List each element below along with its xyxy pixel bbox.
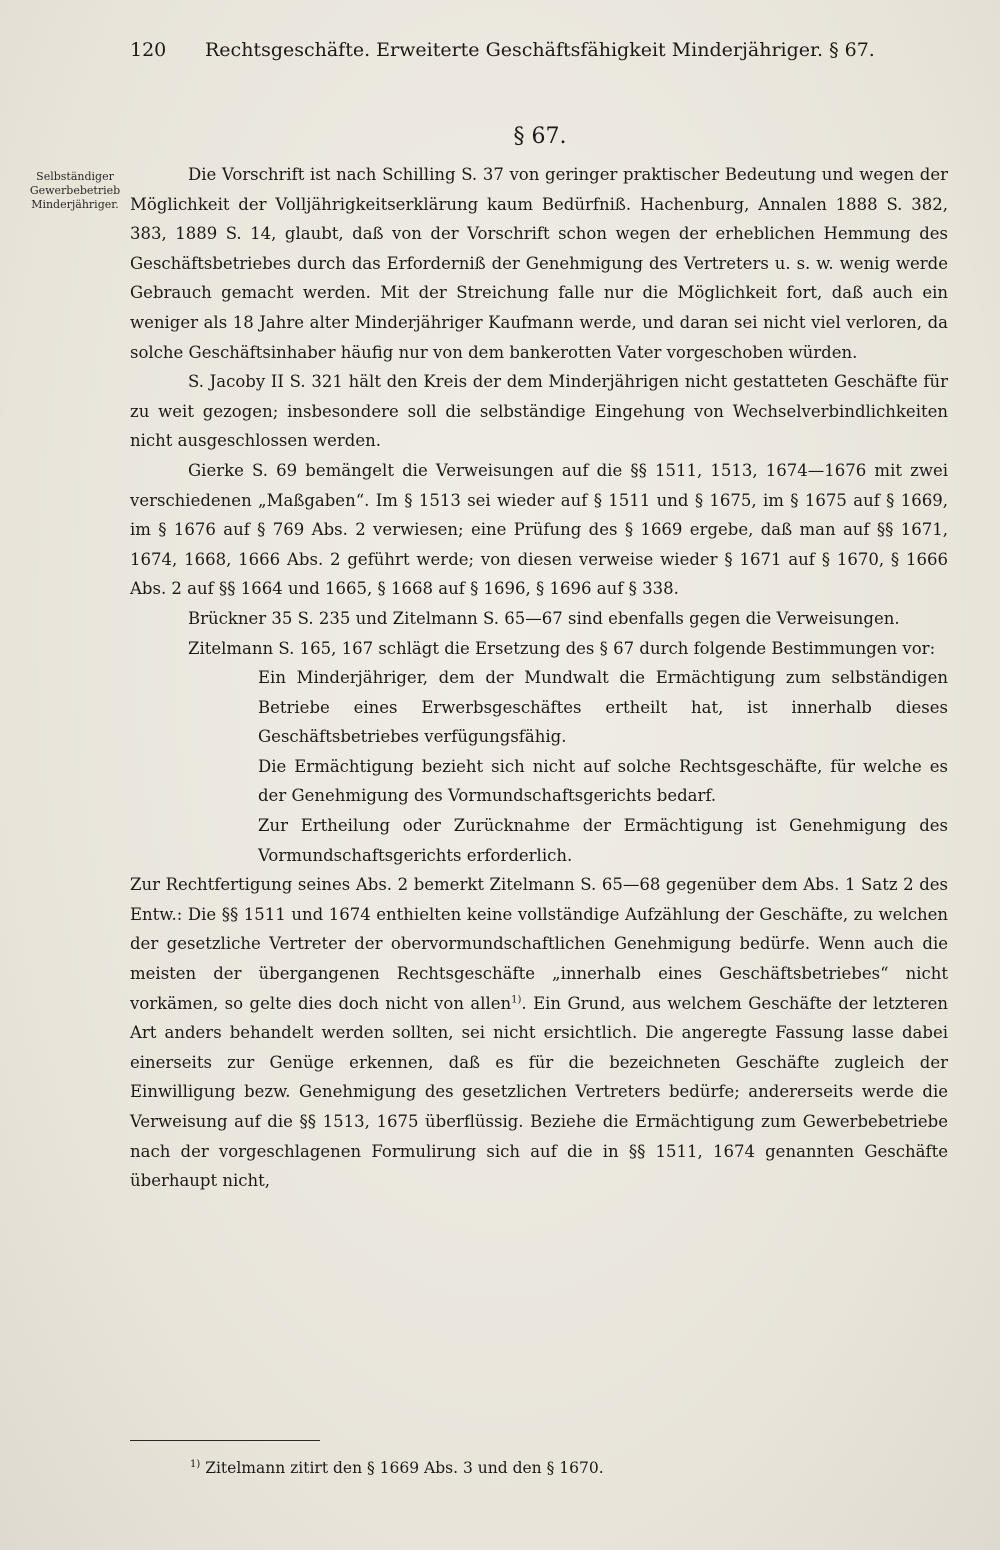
- page-number: 120: [130, 39, 167, 61]
- section-heading: § 67.: [513, 124, 567, 149]
- paragraph-4: Brückner 35 S. 235 und Zitelmann S. 65—67 sind ebenfalls gegen die Verweisungen.: [188, 608, 900, 628]
- paragraph-6: [130, 870, 948, 1196]
- footnote: [190, 1456, 890, 1480]
- proposed-provision-3: Zur Ertheilung oder Zurücknahme der Ermächtigung ist Genehmigung des Vormundschaftsgerichts erforderlich.: [258, 816, 948, 865]
- main-text: [130, 160, 948, 1196]
- running-title: Rechtsgeschäfte. Erweiterte Geschäftsfähigkeit Minderjähriger. § 67.: [205, 39, 875, 61]
- paragraph-6-text-b: . Ein Grund, aus welchem Geschäfte der letzteren Art anders behandelt werden sollten, sei nicht ersichtlich. Die angeregte Fassung lasse dabei einerseits zur Genüge erkennen, daß es für die bezeichneten Geschäfte zugleich der Einwilligung bezw. Genehmigung des gesetzlichen Vertreters bedürfe; andererseits werde die Verweisung auf die §§ 1513, 1675 überflüssig. Beziehe die Ermächtigung zum Gewerbebetriebe nach der vorgeschlagenen Formulirung sich auf die in §§ 1511, 1674 genannten Geschäfte überhaupt nicht,: [130, 993, 948, 1191]
- paragraph-5: Zitelmann S. 165, 167 schlägt die Ersetzung des § 67 durch folgende Bestimmungen vor:: [188, 638, 936, 658]
- proposed-provision-1: Ein Minderjähriger, dem der Mundwalt die Ermächtigung zum selbständigen Betriebe eines Erwerbsgeschäftes ertheilt hat, ist innerhalb dieses Geschäftsbetriebes verfügungsfähig.: [258, 668, 948, 747]
- paragraph-6-text-a: Zur Rechtfertigung seines Abs. 2 bemerkt Zitelmann S. 65—68 gegenüber dem Abs. 1 Satz 2 des Entw.: Die §§ 1511 und 1674 enthielten keine vollständige Aufzählung der Geschäfte, zu welchen der gesetzliche Vertreter der obervormundschaftlichen Genehmigung bedürfe. Wenn auch die meisten der übergangenen Rechtsgeschäfte „innerhalb eines Geschäftsbetriebes“ nicht vorkämen, so gelte dies doch nicht von allen: [130, 875, 948, 1013]
- paragraph-3: Gierke S. 69 bemängelt die Verweisungen auf die §§ 1511, 1513, 1674—1676 mit zwei verschiedenen „Maßgaben“. Im § 1513 sei wieder auf § 1511 und § 1675, im § 1675 auf § 1669, im § 1676 auf § 769 Abs. 2 verwiesen; eine Prüfung des § 1669 ergebe, daß man auf §§ 1671, 1674, 1668, 1666 Abs. 2 geführt werde; von diesen verweise wieder § 1671 auf § 1670, § 1666 Abs. 2 auf §§ 1664 und 1665, § 1668 auf § 1696, § 1696 auf § 338.: [130, 460, 948, 599]
- proposed-provisions: [130, 663, 948, 870]
- marginal-note: Selbständiger Gewerbebetrieb Minderjähriger.: [29, 170, 121, 211]
- footnote-marker: 1): [190, 1458, 201, 1470]
- proposed-provision-2: Die Ermächtigung bezieht sich nicht auf solche Rechtsgeschäfte, für welche es der Genehmigung des Vormundschaftsgerichts bedarf.: [258, 756, 948, 806]
- footnote-reference[interactable]: 1): [511, 994, 522, 1006]
- paragraph-1: Die Vorschrift ist nach Schilling S. 37 von geringer praktischer Bedeutung und wegen der Möglichkeit der Volljährigkeitserklärung kaum Bedürfniß. Hachenburg, Annalen 1888 S. 382, 383, 1889 S. 14, glaubt, daß von der Vorschrift schon wegen der erheblichen Hemmung des Geschäftsbetriebes durch das Erforderniß der Genehmigung des Vertreters u. s. w. wenig werde Gebrauch gemacht werden. Mit der Streichung falle nur die Möglichkeit fort, daß auch ein weniger als 18 Jahre alter Minderjähriger Kaufmann werde, und daran sei nicht viel verloren, da solche Geschäftsinhaber häufig nur von dem bankerotten Vater vorgeschoben würden.: [130, 165, 948, 362]
- running-header: [130, 36, 950, 64]
- footnote-text: Zitelmann zitirt den § 1669 Abs. 3 und den § 1670.: [205, 1459, 604, 1477]
- paragraph-2: S. Jacoby II S. 321 hält den Kreis der dem Minderjährigen nicht gestatteten Geschäfte für zu weit gezogen; insbesondere soll die selbständige Eingehung von Wechselverbindlichkeiten nicht ausgeschlossen werden.: [130, 372, 948, 451]
- footnote-divider: [130, 1440, 320, 1441]
